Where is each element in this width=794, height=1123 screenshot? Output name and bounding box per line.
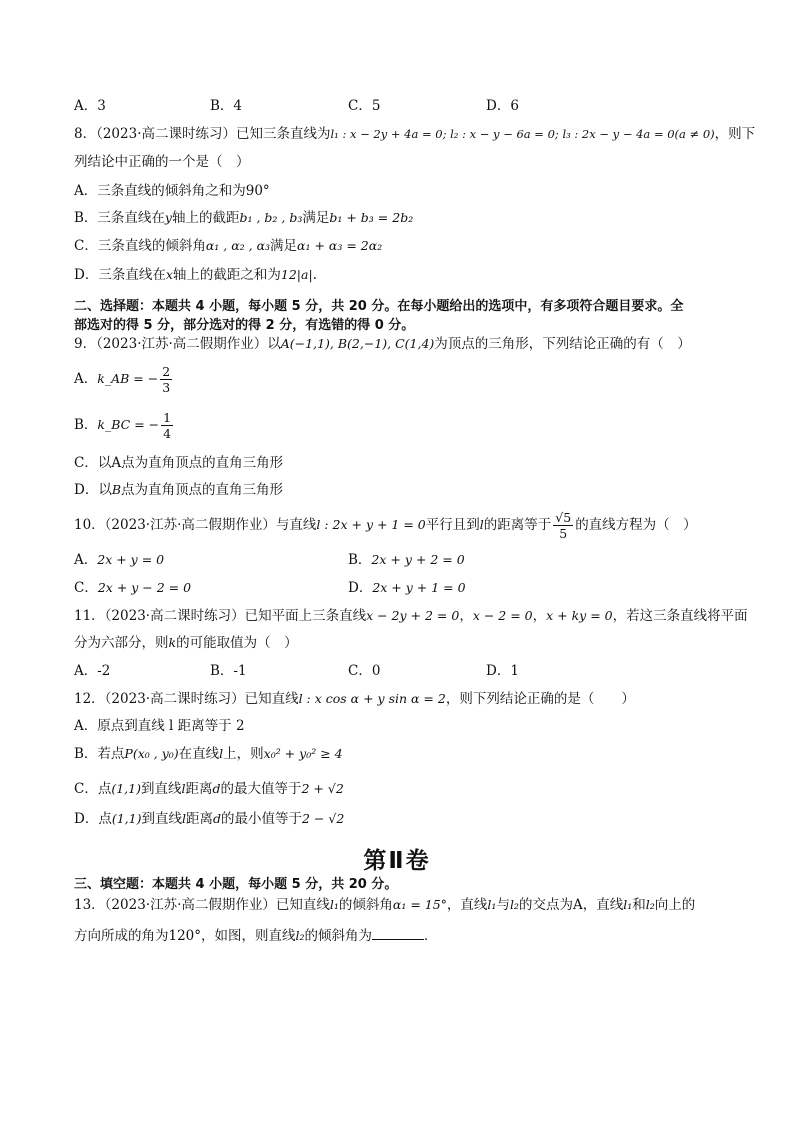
q13-stem-line2 <box>74 927 438 945</box>
q9-option-a-numerator: 2 <box>162 364 171 379</box>
q11-stem-line1 <box>74 607 748 625</box>
q10-option-a-math: 2x + y = 0 <box>97 552 165 567</box>
section2-header-line2: 部选对的得 5 分，部分选对的得 2 分，有选错的得 0 分。 <box>74 318 415 333</box>
q8-option-b-text1: B．三条直线在 <box>74 210 165 226</box>
q11-stem-tail: ，若这三条直线将平面 <box>612 608 748 624</box>
q12-option-d-point: (1,1) <box>111 811 142 826</box>
q8-option-b-text2: 轴上的截距 <box>171 210 240 226</box>
q8-option-d-text3: . <box>312 267 317 283</box>
q9-option-a-fraction <box>160 364 172 395</box>
q9-option-a-label: A． <box>74 371 98 387</box>
section3-header: 三、填空题：本题共 4 小题，每小题 5 分，共 20 分。 <box>74 877 398 892</box>
q12-option-c-l: l <box>181 781 186 796</box>
q11-stem-line2 <box>74 634 298 652</box>
q10-option-c-label: C． <box>74 580 98 596</box>
q12-option-d-d: d <box>212 811 221 826</box>
q11-line1: x − 2y + 2 = 0 <box>366 608 460 623</box>
q10-stem-text3: 的距离等于 <box>483 517 552 533</box>
q8-option-c-text1: C．三条直线的倾斜角 <box>74 238 206 254</box>
q10-option-d <box>348 579 466 597</box>
q8-option-d-text1: D．三条直线在 <box>74 267 166 283</box>
q8-option-b-math2: b₁ , b₂ , b₃ <box>239 210 303 225</box>
q12-line-equation: l : x cos α + y sin α = 2 <box>298 691 446 706</box>
q9-option-b-denominator: 4 <box>163 426 172 441</box>
q11-option-d: D．1 <box>486 663 519 679</box>
q13-l1-c: l₁ <box>623 897 633 912</box>
q10-stem-text4: 的直线方程为（ ） <box>575 517 697 533</box>
q9-option-d-text2: 点为直角顶点的直角三角形 <box>121 482 284 498</box>
q13-l2-b: l₂ <box>645 897 655 912</box>
q13-l2-a: l₂ <box>509 897 519 912</box>
q11-option-c: C．0 <box>348 663 381 679</box>
q9-option-b-numerator: 1 <box>163 410 172 425</box>
q8-stem-tail: ，则下 <box>714 126 756 142</box>
q13-text6: 和 <box>632 897 646 913</box>
q10-stem-text2: 平行且到 <box>425 517 480 533</box>
q11-line3: x + ky = 0 <box>546 608 613 623</box>
q13-text3: ，直线 <box>446 897 488 913</box>
q8-option-b <box>74 209 413 227</box>
q8-option-b-text3: 满足 <box>302 210 330 226</box>
q9-option-b-fraction <box>161 410 173 441</box>
q12-option-d-l: l <box>181 811 186 826</box>
q12-stem-text: 12．（2023·高二课时练习）已知直线 <box>74 691 299 707</box>
q8-option-d <box>74 266 317 284</box>
q10-option-d-label: D． <box>348 580 373 596</box>
q12-option-d <box>74 810 344 828</box>
q13-line2-period: ． <box>424 928 438 944</box>
q12-option-c-text3: 距离 <box>185 781 213 797</box>
q8-option-b-math1: y <box>164 210 172 225</box>
q8-option-d-math1: x <box>165 267 173 282</box>
q9-option-a-lhs: k_AB = − <box>97 371 159 386</box>
q12-option-b-text2: 在直线 <box>178 746 220 762</box>
q12-option-c-text4: 的最大值等于 <box>220 781 302 797</box>
q9-stem-text: 9．（2023·江苏·高二假期作业）以 <box>74 336 281 352</box>
q12-option-c <box>74 780 344 798</box>
q10-option-a <box>74 551 164 569</box>
q11-line2: x − 2 = 0 <box>472 608 533 623</box>
q13-text1: 13．（2023·江苏·高二假期作业）已知直线 <box>74 897 330 913</box>
q11-stem2-text2: 的可能取值为（ ） <box>176 635 298 651</box>
q12-option-c-d: d <box>212 781 221 796</box>
q11-option-b: B．-1 <box>210 663 247 679</box>
q11-separator1: ， <box>459 608 473 624</box>
answer-blank[interactable] <box>372 939 424 940</box>
q11-option-a: A．-2 <box>74 663 111 679</box>
q13-stem-line1 <box>74 896 695 914</box>
q10-option-b-label: B． <box>348 552 372 568</box>
q12-option-d-text3: 距离 <box>185 811 213 827</box>
q12-option-d-text1: D．点 <box>74 811 112 827</box>
q10-fraction-denominator: 5 <box>559 526 568 541</box>
q10-fraction-numerator: √5 <box>555 510 572 525</box>
q9-option-d-math: B <box>111 482 122 497</box>
q9-option-d <box>74 481 283 499</box>
q10-option-c-math: 2x + y − 2 = 0 <box>97 580 192 595</box>
q13-angle: α₁ = 15° <box>392 897 447 912</box>
q10-stem <box>74 508 697 542</box>
q12-option-b-inequality: x₀² + y₀² ≥ 4 <box>263 746 343 761</box>
q10-l-symbol: l <box>479 517 484 532</box>
q8-option-c-math1: α₁ , α₂ , α₃ <box>205 238 271 253</box>
q8-option-d-math2: 12|a| <box>280 267 313 282</box>
q12-option-b-point: P(x₀ , y₀) <box>124 746 179 761</box>
q9-option-d-text1: D．以 <box>74 482 112 498</box>
q9-option-b <box>74 408 175 442</box>
q12-option-b <box>74 745 343 763</box>
section2-header-line1: 二、选择题：本题共 4 小题，每小题 5 分，共 20 分。在每小题给出的选项中，有多项符合题目要求。全 <box>74 299 684 314</box>
q8-option-c <box>74 237 382 255</box>
q13-text2: 的倾斜角 <box>338 897 393 913</box>
q13-l1-a: l₁ <box>329 897 339 912</box>
q7-option-a: A．3 <box>74 98 106 114</box>
q13-l1-b: l₁ <box>487 897 497 912</box>
q12-option-c-text2: 到直线 <box>140 781 182 797</box>
q8-option-a: A．三条直线的倾斜角之和为90° <box>74 183 270 199</box>
q10-distance-fraction <box>553 510 573 541</box>
q10-option-d-math: 2x + y + 1 = 0 <box>372 580 466 595</box>
q11-stem2-text1: 分为六部分，则 <box>74 635 169 651</box>
q10-stem-text1: 10．（2023·江苏·高二假期作业）与直线 <box>74 517 317 533</box>
q9-option-b-lhs: k_BC = − <box>97 417 160 432</box>
q12-option-b-l: l <box>219 746 224 761</box>
q8-option-d-text2: 轴上的截距之和为 <box>172 267 281 283</box>
q9-stem <box>74 335 691 353</box>
q13-line2-l2: l₂ <box>295 928 305 943</box>
q8-stem-line2: 列结论中正确的一个是（ ） <box>74 154 250 170</box>
q13-line2-text1: 方向所成的角为120°，如图，则直线 <box>74 928 296 944</box>
q12-stem-tail: ，则下列结论正确的是（ ） <box>445 691 635 707</box>
q12-option-c-text1: C．点 <box>74 781 112 797</box>
q13-line2-text2: 的倾斜角为 <box>304 928 373 944</box>
q9-option-c: C．以A点为直角顶点的直角三角形 <box>74 455 284 471</box>
q12-option-b-text1: B．若点 <box>74 746 125 762</box>
q13-text4: 与 <box>496 897 510 913</box>
q12-option-c-value: 2 + √2 <box>301 781 344 796</box>
q9-option-a-denominator: 3 <box>162 380 171 395</box>
q10-option-b-math: 2x + y + 2 = 0 <box>371 552 465 567</box>
q13-text7: 向上的 <box>654 897 696 913</box>
q9-vertices: A(−1,1), B(2,−1), C(1,4) <box>280 336 435 351</box>
volume-title: 第Ⅱ卷 <box>363 848 431 874</box>
q8-lines-equations: l₁ : x − 2y + 4a = 0; l₂ : x − y − 6a = 0; l₃ : 2x − y − 4a = 0(a ≠ 0) <box>330 127 715 141</box>
q7-option-d: D．6 <box>486 98 519 114</box>
q12-option-d-value: 2 − √2 <box>301 811 345 826</box>
q7-option-c: C．5 <box>348 98 381 114</box>
q12-option-b-text3: 上，则 <box>223 746 264 762</box>
q8-stem-line1 <box>74 125 755 143</box>
q9-option-b-label: B． <box>74 417 98 433</box>
q12-stem <box>74 690 635 708</box>
q8-option-c-math2: α₁ + α₃ = 2α₂ <box>297 238 383 253</box>
q12-option-d-text2: 到直线 <box>141 811 182 827</box>
q10-option-c <box>74 579 191 597</box>
q10-option-b <box>348 551 465 569</box>
q8-option-b-math3: b₁ + b₃ = 2b₂ <box>329 210 414 225</box>
q11-separator2: ， <box>532 608 547 624</box>
q10-option-a-label: A． <box>74 552 98 568</box>
q12-option-c-point: (1,1) <box>111 781 141 796</box>
q9-stem-tail: 为顶点的三角形，下列结论正确的有（ ） <box>434 336 691 352</box>
q12-option-a: A．原点到直线 l 距离等于 2 <box>74 718 245 734</box>
q13-text5: 的交点为A，直线 <box>518 897 624 913</box>
q9-option-a <box>74 362 174 396</box>
q10-line-l: l : 2x + y + 1 = 0 <box>316 517 426 532</box>
q8-option-c-text2: 满足 <box>270 238 298 254</box>
q8-stem-text: 8．（2023·高二课时练习）已知三条直线为 <box>74 126 331 142</box>
q12-option-d-text4: 的最小值等于 <box>220 811 302 827</box>
q7-option-b: B．4 <box>210 98 243 114</box>
q11-k-symbol: k <box>168 635 177 650</box>
q11-stem-text: 11．（2023·高二课时练习）已知平面上三条直线 <box>74 608 367 624</box>
